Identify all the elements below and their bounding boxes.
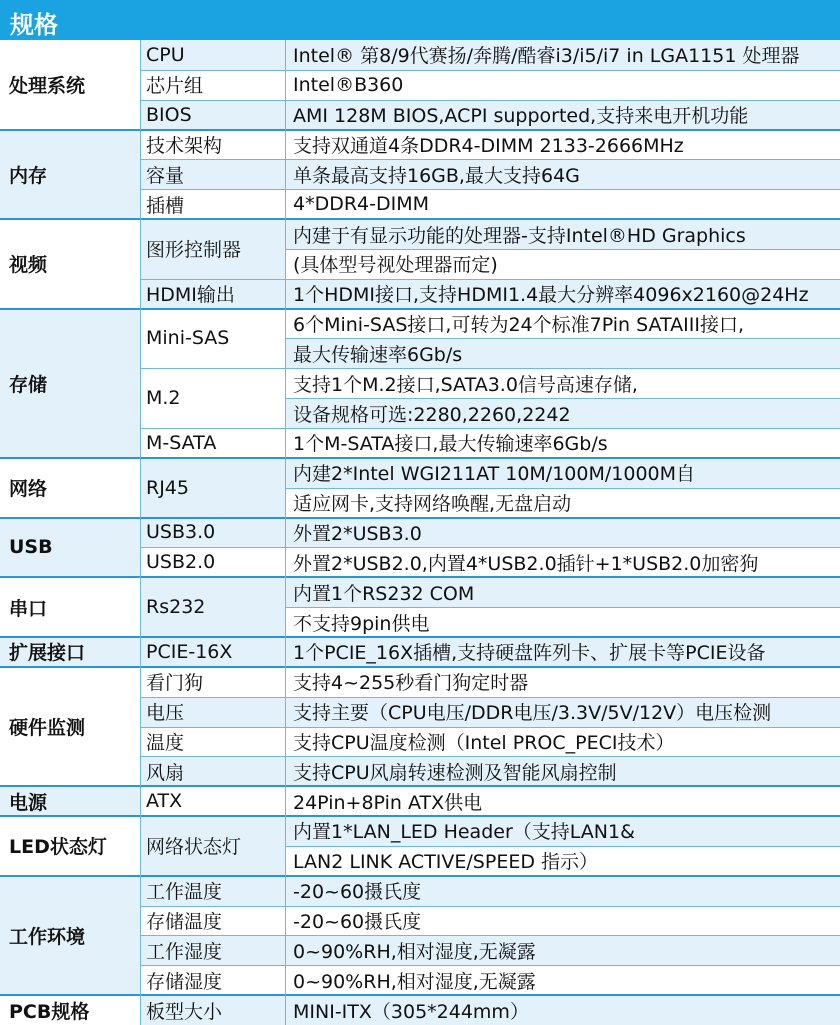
spec-value: 支持4~255秒看门狗定时器 (285, 667, 840, 697)
spec-value: -20~60摄氏度 (285, 906, 840, 936)
sub-label: 插槽 (140, 189, 285, 219)
category-label: 网络 (0, 458, 140, 518)
row-divider (140, 727, 840, 728)
spec-value: 单条最高支持16GB,最大支持64G (285, 159, 840, 189)
category-label: 电源 (0, 786, 140, 816)
sub-label: 技术架构 (140, 130, 285, 160)
sub-label: 图形控制器 (140, 219, 285, 279)
category-label: 硬件监测 (0, 667, 140, 786)
spec-value: (具体型号视处理器而定) (285, 249, 840, 279)
row-divider (140, 547, 840, 548)
sub-label: M-SATA (140, 428, 285, 458)
sub-label: 温度 (140, 727, 285, 757)
row-divider (140, 965, 840, 966)
row-divider (140, 756, 840, 757)
category-label: 串口 (0, 577, 140, 637)
category-label: 内存 (0, 130, 140, 220)
row-divider (140, 189, 840, 190)
group-divider (0, 666, 840, 668)
spec-value: 支持CPU温度检测（Intel PROC_PECI技术） (285, 727, 840, 757)
group-divider (0, 517, 840, 519)
spec-value: 1个M-SATA接口,最大传输速率6Gb/s (285, 428, 840, 458)
spec-value: 内置1*LAN_LED Header（支持LAN1& (285, 816, 840, 846)
spec-value: 内建2*Intel WGI211AT 10M/100M/1000M自 (285, 458, 840, 488)
value-divider (285, 607, 840, 608)
row-divider (140, 428, 840, 429)
spec-value: 4*DDR4-DIMM (285, 189, 840, 219)
sub-label: Rs232 (140, 577, 285, 637)
sub-label: 看门狗 (140, 667, 285, 697)
spec-value: -20~60摄氏度 (285, 876, 840, 906)
spec-value: 内建于有显示功能的处理器-支持Intel®HD Graphics (285, 219, 840, 249)
row-divider (140, 279, 840, 280)
category-label: 视频 (0, 219, 140, 309)
spec-value: 支持双通道4条DDR4-DIMM 2133-2666MHz (285, 130, 840, 160)
group-divider (0, 308, 840, 310)
row-divider (140, 70, 840, 71)
sub-label: USB3.0 (140, 518, 285, 548)
sub-label: 电压 (140, 697, 285, 727)
value-divider (285, 846, 840, 847)
spec-value: 1个HDMI接口,支持HDMI1.4最大分辨率4096x2160@24Hz (285, 279, 840, 309)
value-divider (285, 249, 840, 250)
spec-value: Intel® 第8/9代赛扬/奔腾/酷睿i3/i5/i7 in LGA1151 处理器 (285, 40, 840, 70)
sub-label: HDMI输出 (140, 279, 285, 309)
column-divider (140, 40, 141, 1025)
value-divider (285, 338, 840, 339)
group-divider (0, 815, 840, 817)
sub-label: Mini-SAS (140, 309, 285, 369)
value-divider (285, 488, 840, 489)
sub-label: ATX (140, 786, 285, 816)
spec-value: 不支持9pin供电 (285, 607, 840, 637)
category-label: 工作环境 (0, 876, 140, 995)
spec-value: 外置2*USB3.0 (285, 518, 840, 548)
sub-label: 工作温度 (140, 876, 285, 906)
sub-label: 风扇 (140, 756, 285, 786)
sub-label: USB2.0 (140, 547, 285, 577)
spec-value: 支持CPU风扇转速检测及智能风扇控制 (285, 756, 840, 786)
group-divider (0, 636, 840, 638)
spec-title: 规格 (10, 11, 58, 39)
spec-value: Intel®B360 (285, 70, 840, 100)
row-divider (140, 906, 840, 907)
sub-label: BIOS (140, 100, 285, 130)
sub-label: 芯片组 (140, 70, 285, 100)
sub-label: 容量 (140, 159, 285, 189)
group-divider (0, 129, 840, 131)
spec-value: 0~90%RH,相对湿度,无凝露 (285, 965, 840, 995)
category-label: PCB规格 (0, 995, 140, 1025)
spec-value: 设备规格可选:2280,2260,2242 (285, 398, 840, 428)
sub-label: PCIE-16X (140, 637, 285, 667)
sub-label: CPU (140, 40, 285, 70)
sub-label: RJ45 (140, 458, 285, 518)
category-label: 处理系统 (0, 40, 140, 130)
group-divider (0, 785, 840, 787)
group-divider (0, 875, 840, 877)
row-divider (140, 935, 840, 936)
spec-value: 0~90%RH,相对湿度,无凝露 (285, 935, 840, 965)
group-divider (0, 994, 840, 996)
group-divider (0, 218, 840, 220)
category-label: LED状态灯 (0, 816, 140, 876)
spec-value: 6个Mini-SAS接口,可转为24个标准7Pin SATAIII接口, (285, 309, 840, 339)
spec-value: 支持1个M.2接口,SATA3.0信号高速存储, (285, 368, 840, 398)
sub-label: 工作湿度 (140, 935, 285, 965)
spec-value: MINI-ITX（305*244mm） (285, 995, 840, 1025)
group-divider (0, 457, 840, 459)
value-divider (285, 398, 840, 399)
category-label: 存储 (0, 309, 140, 458)
spec-value: 适应网卡,支持网络唤醒,无盘启动 (285, 488, 840, 518)
spec-header (0, 0, 840, 40)
row-divider (140, 159, 840, 160)
spec-value: 1个PCIE_16X插槽,支持硬盘阵列卡、扩展卡等PCIE设备 (285, 637, 840, 667)
spec-value: AMI 128M BIOS,ACPI supported,支持来电开机功能 (285, 100, 840, 130)
sub-label: 网络状态灯 (140, 816, 285, 876)
row-divider (140, 100, 840, 101)
sub-label: 存储湿度 (140, 965, 285, 995)
spec-value: 24Pin+8Pin ATX供电 (285, 786, 840, 816)
category-label: USB (0, 518, 140, 578)
spec-value: 支持主要（CPU电压/DDR电压/3.3V/5V/12V）电压检测 (285, 697, 840, 727)
spec-value: LAN2 LINK ACTIVE/SPEED 指示） (285, 846, 840, 876)
spec-value: 外置2*USB2.0,内置4*USB2.0插针+1*USB2.0加密狗 (285, 547, 840, 577)
spec-value: 内置1个RS232 COM (285, 577, 840, 607)
spec-value: 最大传输速率6Gb/s (285, 338, 840, 368)
sub-label: 板型大小 (140, 995, 285, 1025)
row-divider (140, 368, 840, 369)
row-divider (140, 697, 840, 698)
sub-label: 存储温度 (140, 906, 285, 936)
column-divider (285, 40, 286, 1025)
group-divider (0, 576, 840, 578)
category-label: 扩展接口 (0, 637, 140, 667)
sub-label: M.2 (140, 368, 285, 428)
